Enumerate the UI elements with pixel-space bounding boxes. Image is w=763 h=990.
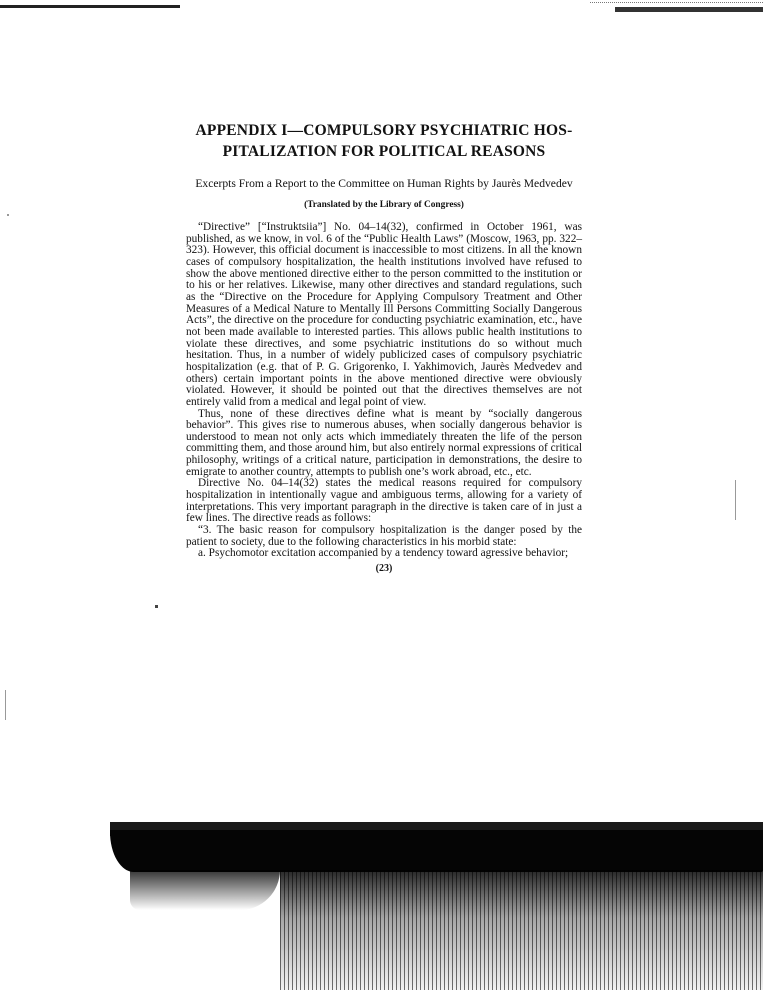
appendix-title xyxy=(186,120,582,162)
body-paragraph: “3. The basic reason for compulsory hospitalization is the danger posed by the patient to society, due to the following characteristics in his morbid state: xyxy=(186,524,582,548)
page-number: (23) xyxy=(375,563,393,575)
body-paragraph: “Directive” [“Instruktsiia”] No. 04–14(32), confirmed in October 1961, was published, as we know, in vol. 6 of the “Public Health Laws” (Moscow, 1963, pp. 322–323). However, this official document is inaccessible to most citizens. In all the known cases of compulsory hospitalization, the health institutions involved have refused to show the above mentioned directive either to the person committed to the institution or to his or her relatives. Likewise, many other directives and standard regulations, such as the “Directive on the Procedure for Applying Compulsory Treatment and Other Measures of a Medical Nature to Mentally Ill Persons Committing Socially Dangerous Acts”, the directive on the procedure for conducting psychiatric examination, etc., have not been made available to interested parties. This allows public health institutions to violate these directives, and some psychiatric institutions do so without much hesitation. Thus, in a number of widely publicized cases of compulsory psychiatric hospitalization (e.g. that of P. G. Grigorenko, I. Yakhimovich, Jaurès Medvedev and others) certain important points in the above mentioned directive were obviously violated. However, it should be pointed out that the directives themselves are not entirely valid from a medical and legal point of view. xyxy=(186,221,582,408)
scan-edge-dots xyxy=(590,2,763,4)
title-line-1: APPENDIX I—COMPULSORY PSYCHIATRIC HOS- xyxy=(195,122,573,139)
title-line-2: PITALIZATION FOR POLITICAL REASONS xyxy=(222,143,546,160)
scan-top-edge xyxy=(0,0,763,16)
scan-shadow-solid xyxy=(110,830,763,872)
scan-bottom-shadow xyxy=(110,822,763,990)
body-paragraph: Thus, none of these directives define what is meant by “socially dangerous behavior”. This gives rise to numerous abuses, when socially dangerous behavior is understood to mean not only acts which immediately threaten the life of the person committing them, and those around him, but also entirely normal expressions of critical philosophy, writings of a critical nature, participation in demonstrations, the desire to emigrate to another country, attempts to publish one’s work abroad, etc., etc. xyxy=(186,407,582,478)
scan-shadow-drip xyxy=(130,870,280,910)
body-paragraph: Directive No. 04–14(32) states the medical reasons required for compulsory hospitalization in intentionally vague and ambiguous terms, allowing for a variety of interpretations. This very important paragraph in the directive is taken care of in just a few lines. The directive reads as follows: xyxy=(186,477,582,525)
scan-speck xyxy=(5,690,6,720)
translation-note: (Translated by the Library of Congress) xyxy=(304,200,464,210)
body-paragraph: a. Psychomotor excitation accompanied by a tendency toward agressive behavior; xyxy=(198,547,569,560)
scan-speck xyxy=(7,214,9,216)
report-subtitle: Excerpts From a Report to the Committee on Human Rights by Jaurès Medvedev xyxy=(195,177,573,190)
scan-shadow-fade xyxy=(280,870,763,990)
scan-edge-mark-right xyxy=(615,7,763,12)
scan-edge-mark-left xyxy=(0,5,180,8)
document-page xyxy=(186,120,582,574)
scan-speck xyxy=(735,480,736,520)
scan-speck xyxy=(155,605,158,608)
